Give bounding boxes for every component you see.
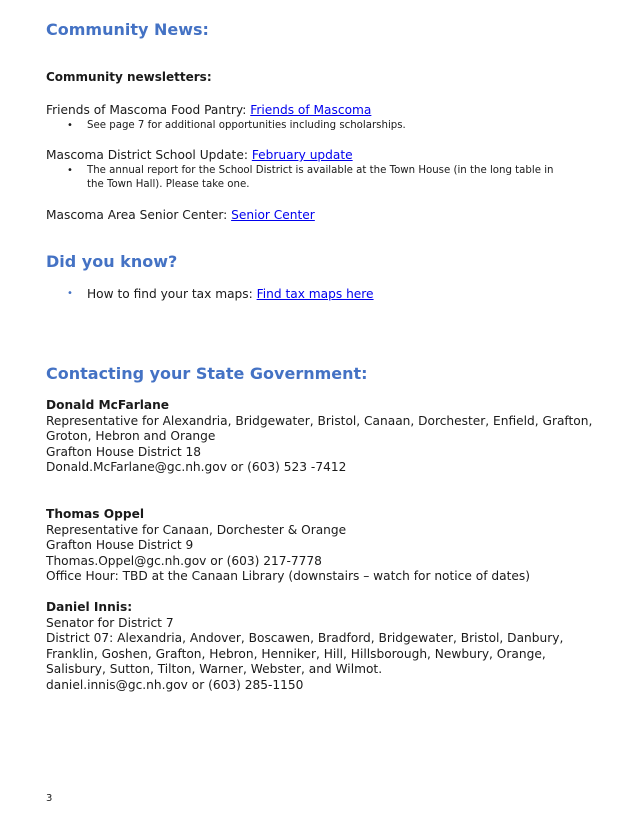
- mcfarlane-line4: Donald.McFarlane@gc.nh.gov or (603) 523 -7412: [46, 460, 347, 475]
- tax-maps-label: How to find your tax maps:: [87, 287, 253, 301]
- senior-label: Mascoma Area Senior Center:: [46, 208, 228, 222]
- innis-line2: District 07: Alexandria, Andover, Boscawen, Bradford, Bridgewater, Bristol, Danbury,: [46, 631, 564, 646]
- tax-maps-item: [67, 286, 374, 302]
- oppel-line1: Representative for Canaan, Dorchester & Orange: [46, 522, 347, 537]
- page-number: 3: [46, 793, 53, 804]
- oppel-line3: Thomas.Oppel@gc.nh.gov or (603) 217-7778: [46, 553, 322, 568]
- oppel-line4: Office Hour: TBD at the Canaan Library (downstairs – watch for notice of dates): [46, 569, 530, 584]
- did-you-know-heading: Did you know?: [46, 252, 178, 271]
- mcfarlane-line1: Representative for Alexandria, Bridgewater, Bristol, Canaan, Dorchester, Enfield, Grafton,: [46, 413, 593, 428]
- oppel-line2: Grafton House District 9: [46, 538, 194, 553]
- community-news-heading: Community News:: [46, 20, 209, 39]
- innis-line5: daniel.innis@gc.nh.gov or (603) 285-1150: [46, 677, 304, 692]
- mcfarlane-line2: Groton, Hebron and Orange: [46, 429, 216, 444]
- mcfarlane-name: Donald McFarlane: [46, 398, 170, 412]
- senior-line: [46, 207, 315, 223]
- bullet-icon: •: [67, 120, 73, 131]
- bullet-icon: •: [67, 165, 73, 176]
- february-update-link[interactable]: February update: [251, 148, 353, 162]
- bullet-icon: •: [67, 288, 73, 299]
- innis-line1: Senator for District 7: [46, 615, 174, 630]
- school-bullet-line2: the Town Hall). Please take one.: [87, 179, 250, 190]
- pantry-line: [46, 102, 371, 118]
- innis-line3: Franklin, Goshen, Grafton, Hebron, Henniker, Hill, Hillsborough, Newbury, Orange,: [46, 646, 546, 661]
- mcfarlane-line3: Grafton House District 18: [46, 444, 202, 459]
- school-bullet: [67, 164, 592, 192]
- school-label: Mascoma District School Update:: [46, 148, 248, 162]
- senior-center-link[interactable]: Senior Center: [231, 208, 315, 222]
- state-government-heading: Contacting your State Government:: [46, 364, 368, 383]
- pantry-bullet: [67, 119, 592, 133]
- school-bullet-line1: The annual report for the School District is available at the Town House (in the long table in: [87, 165, 554, 176]
- innis-line4: Salisbury, Sutton, Tilton, Warner, Webster, and Wilmot.: [46, 662, 383, 677]
- find-tax-maps-link[interactable]: Find tax maps here: [256, 287, 374, 301]
- pantry-label: Friends of Mascoma Food Pantry:: [46, 103, 247, 117]
- friends-of-mascoma-link[interactable]: Friends of Mascoma: [250, 103, 372, 117]
- mcfarlane-contact: [46, 398, 596, 476]
- innis-name: Daniel Innis:: [46, 600, 133, 614]
- oppel-name: Thomas Oppel: [46, 507, 145, 521]
- pantry-bullet-text: See page 7 for additional opportunities including scholarships.: [87, 120, 406, 131]
- innis-contact: [46, 600, 596, 694]
- oppel-contact: [46, 507, 596, 585]
- school-line: [46, 147, 353, 163]
- community-newsletters-label: Community newsletters:: [46, 70, 212, 84]
